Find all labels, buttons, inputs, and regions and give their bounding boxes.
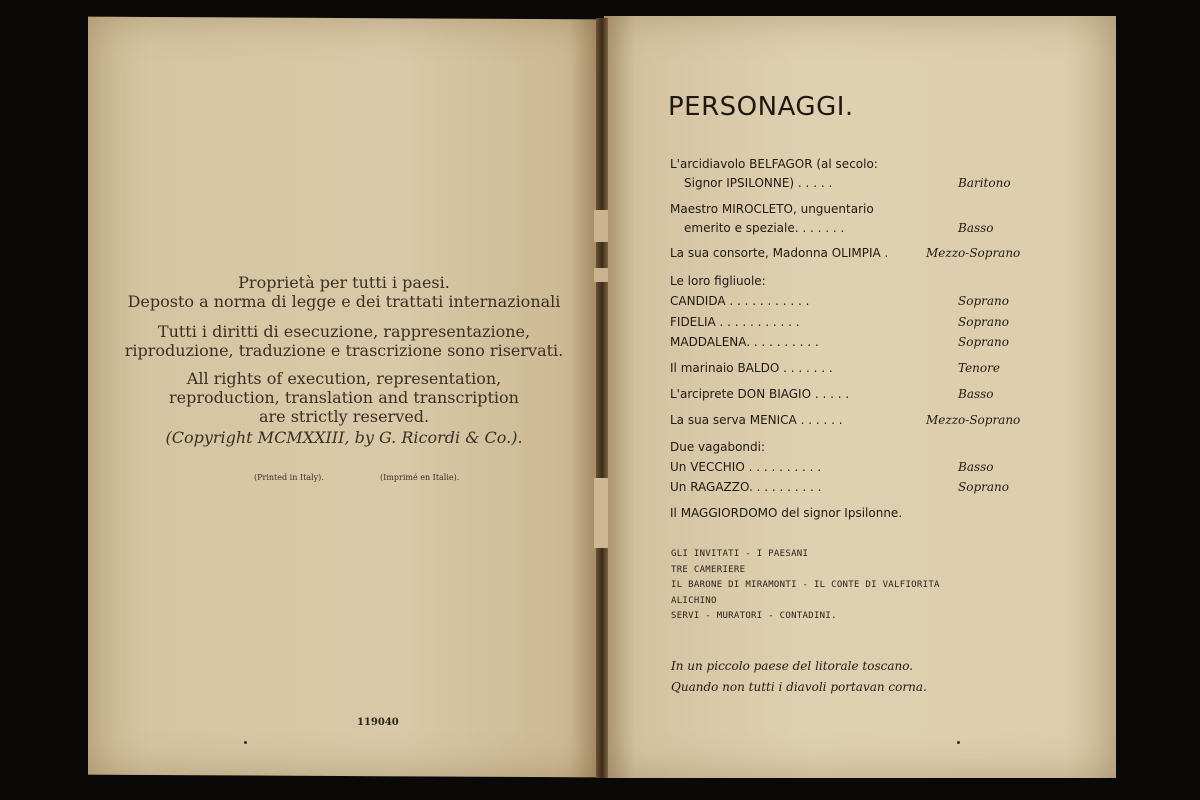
- cast-line: Il marinaio BALDO . . . . . . .: [670, 361, 833, 375]
- plate-number: 119040: [357, 717, 399, 728]
- cast-line: Due vagabondi:: [670, 440, 766, 454]
- extras-list: [671, 547, 940, 625]
- voice-type: Basso: [958, 460, 994, 474]
- cast-line: L'arciprete DON BIAGIO . . . . .: [670, 387, 850, 401]
- voice-type: Basso: [958, 221, 994, 235]
- setting-line: In un piccolo paese del litorale toscano.: [671, 659, 914, 673]
- cast-line: Un RAGAZZO. . . . . . . . . .: [670, 480, 822, 494]
- extras-line: SERVI - MURATORI - CONTADINI.: [671, 611, 837, 621]
- voice-type: Soprano: [958, 480, 1009, 494]
- voice-type: Basso: [958, 387, 994, 401]
- rights-notice-english: [88, 369, 600, 426]
- voice-type: Soprano: [958, 294, 1009, 308]
- rights-line: riproduzione, traduzione e trascrizione sono riservati.: [124, 341, 564, 360]
- cast-line: Le loro figliuole:: [670, 274, 766, 288]
- cast-line: Maestro MIROCLETO, unguentario: [670, 202, 874, 216]
- rights-line: All rights of execution, representation,: [186, 369, 502, 388]
- rights-line: reproduction, translation and transcription: [169, 388, 519, 407]
- cast-line: Signor IPSILONNE) . . . . .: [684, 176, 833, 190]
- setting-note: [671, 656, 927, 698]
- setting-line: Quando non tutti i diavoli portavan corna.: [671, 680, 927, 694]
- rights-line: are strictly reserved.: [258, 407, 430, 426]
- cast-line: La sua consorte, Madonna OLIMPIA .: [670, 246, 889, 260]
- voice-type: Mezzo-Soprano: [926, 246, 1021, 260]
- cast-line: CANDIDA . . . . . . . . . . .: [670, 294, 810, 308]
- cast-line: Un VECCHIO . . . . . . . . . .: [670, 460, 822, 474]
- spine-tab: [594, 210, 608, 242]
- rights-notice-italian-2: [88, 322, 600, 360]
- cast-line: L'arcidiavolo BELFAGOR (al secolo:: [670, 157, 878, 171]
- voice-type: Soprano: [958, 315, 1009, 329]
- extras-line: GLI INVITATI - I PAESANI: [671, 549, 809, 559]
- cast-line: MADDALENA. . . . . . . . . .: [670, 335, 819, 349]
- extras-line: ALICHINO: [671, 595, 717, 606]
- paper-speck: [244, 741, 247, 744]
- page-title: PERSONAGGI.: [668, 92, 854, 122]
- rights-notice-italian: [88, 273, 600, 311]
- cast-line: emerito e speziale. . . . . . .: [684, 221, 845, 235]
- copyright-notice: (Copyright MCMXXIII, by G. Ricordi & Co.).: [165, 428, 523, 447]
- rights-line: Deposto a norma di legge e dei trattati internazionali: [127, 292, 561, 311]
- printed-in-italy: (Printed in Italy).: [254, 473, 324, 482]
- cast-line: La sua serva MENICA . . . . . .: [670, 413, 843, 427]
- cast-line: Il MAGGIORDOMO del signor Ipsilonne.: [670, 506, 903, 520]
- voice-type: Mezzo-Soprano: [926, 413, 1021, 427]
- extras-line: TRE CAMERIERE: [671, 564, 746, 575]
- rights-line: Proprietà per tutti i paesi.: [238, 273, 450, 292]
- imprime-en-italie: (Imprimé en Italie).: [380, 473, 460, 482]
- extras-line: IL BARONE DI MIRAMONTI - IL CONTE DI VALFIORITA: [671, 580, 940, 590]
- cast-line: FIDELIA . . . . . . . . . . .: [670, 315, 800, 329]
- spine-tab: [594, 478, 608, 548]
- voice-type: Baritono: [958, 176, 1011, 190]
- voice-type: Soprano: [958, 335, 1009, 349]
- rights-line: Tutti i diritti di esecuzione, rappresentazione,: [157, 322, 531, 341]
- voice-type: Tenore: [958, 361, 1000, 375]
- paper-speck: [957, 741, 960, 744]
